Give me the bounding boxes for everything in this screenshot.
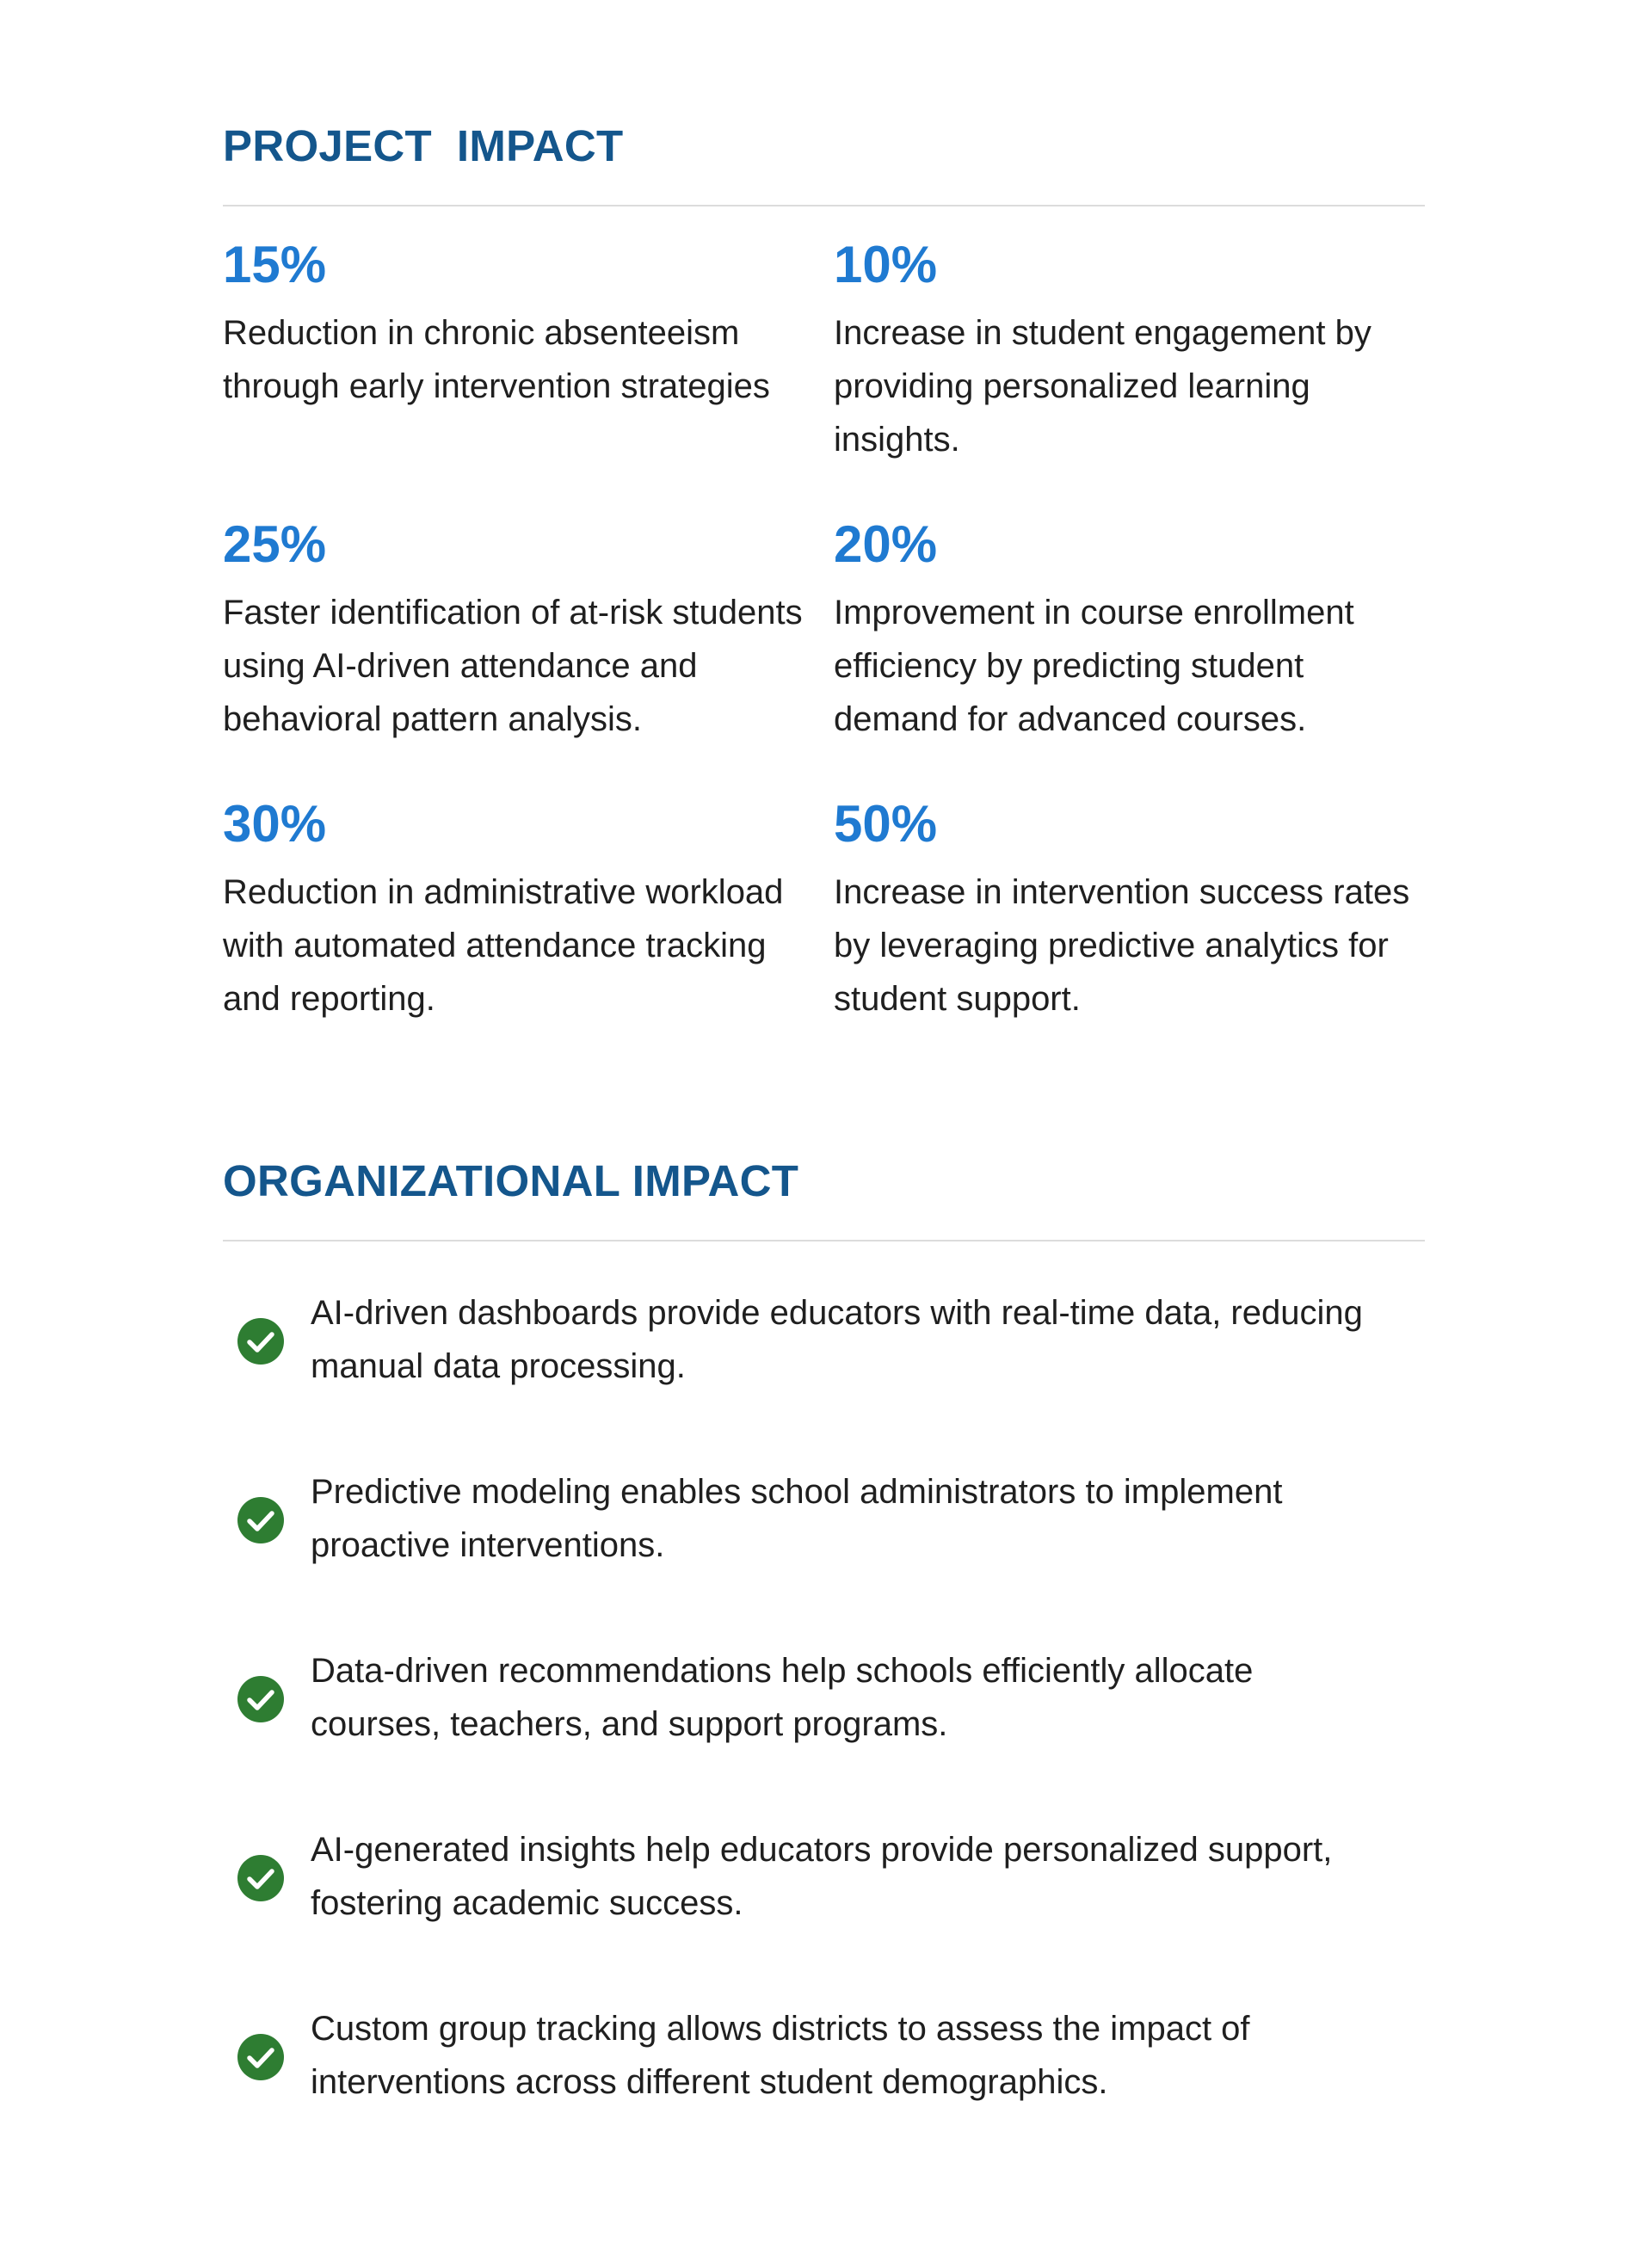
project-impact-divider [223, 205, 1425, 206]
stat-value: 50% [834, 795, 938, 853]
stat-value: 30% [223, 795, 327, 853]
list-item [223, 1823, 1425, 2002]
stat-card [223, 790, 834, 1069]
stat-description: Increase in student engagement by providing personalized learning insights. [834, 314, 1372, 459]
stat-card [223, 231, 834, 510]
list-item [223, 1465, 1425, 1644]
organizational-impact-divider [223, 1240, 1425, 1241]
organizational-impact-heading: ORGANIZATIONAL IMPACT [223, 1156, 799, 1205]
check-circle-icon [237, 1318, 284, 1365]
check-circle-icon [237, 2034, 284, 2080]
list-item [223, 2002, 1425, 2181]
list-item-text: AI-driven dashboards provide educators with real-time data, reducing manual data processing. [311, 1294, 1363, 1385]
stat-card [223, 510, 834, 790]
stat-description: Reduction in administrative workload with automated attendance tracking and reporting. [223, 873, 784, 1018]
stat-description: Improvement in course enrollment efficiency by predicting student demand for advanced courses. [834, 594, 1354, 738]
stat-card [834, 510, 1425, 790]
list-item [223, 1644, 1425, 1823]
list-item-text: Data-driven recommendations help schools efficiently allocate courses, teachers, and support programs. [311, 1652, 1254, 1743]
stat-value: 20% [834, 515, 938, 573]
check-circle-icon [237, 1855, 284, 1901]
stat-description: Faster identification of at-risk students using AI-driven attendance and behavioral pattern analysis. [223, 594, 803, 738]
check-circle-icon [237, 1676, 284, 1722]
list-item [223, 1286, 1425, 1465]
stat-card [834, 231, 1425, 510]
organizational-impact-list [223, 1286, 1425, 2181]
stat-card [834, 790, 1425, 1069]
list-item-text: Custom group tracking allows districts to assess the impact of interventions across different student demographics. [311, 2010, 1250, 2101]
check-circle-icon [237, 1497, 284, 1543]
stat-value: 10% [834, 236, 938, 293]
stat-description: Reduction in chronic absenteeism through early intervention strategies [223, 314, 770, 405]
project-impact-stats [223, 231, 1425, 1069]
stat-value: 25% [223, 515, 327, 573]
stat-description: Increase in intervention success rates by leveraging predictive analytics for student support. [834, 873, 1410, 1018]
list-item-text: AI-generated insights help educators provide personalized support, fostering academic success. [311, 1831, 1333, 1922]
stat-value: 15% [223, 236, 327, 293]
list-item-text: Predictive modeling enables school administrators to implement proactive interventions. [311, 1473, 1283, 1564]
project-impact-heading: PROJECT IMPACT [223, 121, 624, 170]
